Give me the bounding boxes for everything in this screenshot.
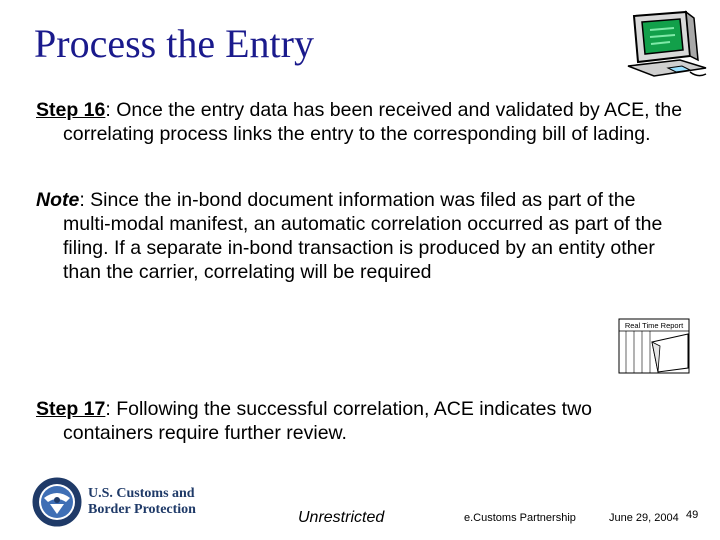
- step-17-label: Step 17: [36, 398, 106, 420]
- step-17-text: : Following the successful correlation, ACE indicates two containers require further review.: [63, 398, 593, 444]
- logo-line-1: U.S. Customs and: [88, 486, 195, 501]
- report-icon-label: Real Time Report: [624, 321, 684, 330]
- computer-icon: [620, 10, 710, 82]
- note-label: Note: [36, 189, 80, 211]
- note-text: : Since the in-bond document information was filed as part of the multi-modal manifest, an automatic correlation occurred as part of the filing. If a separate in-bond transaction is produced by an entity other than the carrier, correlating will be required: [63, 189, 663, 283]
- step-17-paragraph: [36, 397, 686, 445]
- step-16-label: Step 16: [36, 99, 106, 121]
- step-16-text: : Once the entry data has been received and validated by ACE, the correlating process links the entry to the corresponding bill of lading.: [63, 99, 683, 145]
- logo-line-2: Border Protection: [88, 502, 196, 517]
- cbp-logo: [30, 476, 220, 528]
- real-time-report-icon: [618, 318, 690, 374]
- note-paragraph: [36, 188, 686, 284]
- classification-label: Unrestricted: [298, 509, 385, 526]
- footer-partnership: e.Customs Partnership: [464, 512, 576, 524]
- slide-title: Process the Entry: [34, 21, 314, 66]
- dhs-seal-icon: [33, 478, 81, 526]
- step-16-paragraph: [36, 98, 686, 146]
- page-number: 49: [686, 509, 699, 521]
- footer-date: June 29, 2004: [609, 512, 679, 524]
